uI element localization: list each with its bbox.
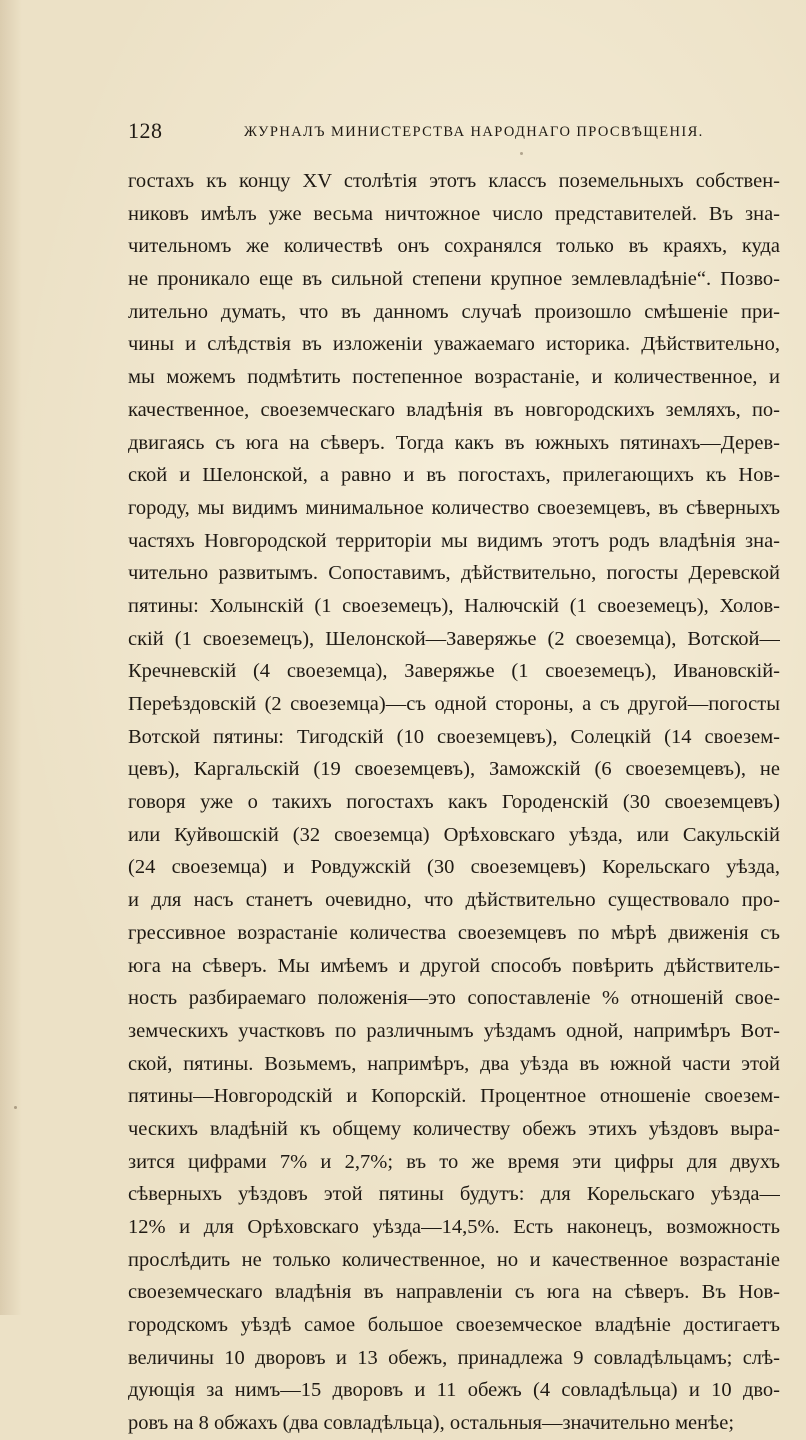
text-line: говоря уже о такихъ погостахъ какъ Городенскій (30 своеземцевъ) — [128, 791, 780, 814]
text-line: 12% и для Орѣховскаго уѣзда—14,5%. Есть наконецъ, возможность — [128, 1216, 780, 1238]
text-line: цевъ), Каргальскій (19 своеземцевъ), Заможскій (6 своеземцевъ), не — [128, 758, 780, 781]
text-line: гостахъ къ концу XV столѣтія этотъ классъ поземельныхъ собствен- — [128, 170, 780, 192]
text-line: величины 10 дворовъ и 13 обежъ, принадлежа 9 совладѣльцамъ; слѣ- — [128, 1346, 780, 1369]
text-line: никовъ имѣлъ уже весьма ничтожное число представителей. Въ зна- — [128, 202, 780, 225]
text-line: или Куйвошскій (32 своеземца) Орѣховскаго уѣзда, или Сакульскій — [128, 823, 780, 846]
text-line: ровъ на 8 обжахъ (два совладѣльца), остальныя—значительно менѣе; — [128, 1412, 735, 1435]
text-line: качественное, своеземческаго владѣнія въ новгородскихъ земляхъ, по- — [128, 398, 780, 421]
page-number: 128 — [128, 118, 163, 143]
text-line: и для насъ станетъ очевидно, что дѣйствительно существовало про- — [128, 889, 780, 912]
body-text — [128, 165, 780, 1440]
text-line: Переѣздовскій (2 своеземца)—съ одной стороны, а съ другой—погосты — [128, 693, 780, 715]
text-line: пятины: Холынскій (1 своеземецъ), Налючскій (1 своеземецъ), Холов- — [128, 594, 780, 617]
paper-speck — [520, 152, 523, 155]
paper-speck — [14, 1106, 17, 1109]
text-line: юга на сѣверъ. Мы имѣемъ и другой способъ повѣрить дѣйствитель- — [128, 954, 780, 977]
text-line: своеземческаго владѣнія въ направленіи съ юга на сѣверъ. Въ Нов- — [128, 1281, 780, 1304]
text-line: лительно думать, что въ данномъ случаѣ произошло смѣшеніе при- — [128, 300, 780, 323]
text-line: прослѣдить не только количественное, но и качественное возрастаніе — [128, 1248, 780, 1271]
text-line: земческихъ участковъ по различнымъ уѣздамъ одной, напримѣръ Вот- — [128, 1019, 780, 1042]
text-line: мы можемъ подмѣтить постепенное возрастаніе, и количественное, и — [128, 366, 780, 389]
paper-speck — [694, 1258, 697, 1261]
text-line: ской, пятины. Возьмемъ, напримѣръ, два уѣзда въ южной части этой — [128, 1052, 780, 1075]
text-line: дующія за нимъ—15 дворовъ и 11 обежъ (4 совладѣльца) и 10 дво- — [128, 1379, 780, 1402]
text-line: зится цифрами 7% и 2,7%; въ то же время эти цифры для двухъ — [128, 1150, 780, 1173]
text-line: чительно развитымъ. Сопоставимъ, дѣйствительно, погосты Деревской — [128, 562, 780, 585]
text-line: двигаясь съ юга на сѣверъ. Тогда какъ въ южныхъ пятинахъ—Дерев- — [128, 431, 780, 454]
text-line: чительномъ же количествѣ онъ сохранялся только въ краяхъ, куда — [128, 235, 780, 258]
text-line: грессивное возрастаніе количества своеземцевъ по мѣрѣ движенія съ — [128, 921, 780, 944]
text-line: (24 своеземца) и Ровдужскій (30 своеземцевъ) Корельскаго уѣзда, — [128, 856, 780, 879]
text-line: ность разбираемаго положенія—это сопоставленіе % отношеній свое- — [128, 987, 780, 1010]
text-line: не проникало еще въ сильной степени крупное землевладѣніе“. Позво- — [128, 268, 780, 291]
text-line: ческихъ владѣній къ общему количеству обежъ этихъ уѣздовъ выра- — [128, 1117, 780, 1140]
text-line: Кречневскій (4 своеземца), Заверяжье (1 своеземецъ), Ивановскій- — [128, 660, 780, 683]
page-header — [128, 118, 780, 148]
text-line: скій (1 своеземецъ), Шелонской—Заверяжье (2 своеземца), Вотской— — [128, 627, 780, 650]
text-line: частяхъ Новгородской территоріи мы видимъ этотъ родъ владѣнія зна- — [128, 529, 780, 552]
text-line: чины и слѣдствія въ изложеніи уважаемаго историка. Дѣйствительно, — [128, 333, 780, 356]
text-line: ской и Шелонской, а равно и въ погостахъ, прилегающихъ къ Нов- — [128, 464, 780, 487]
text-line: пятины—Новгородскій и Копорскій. Процентное отношеніе своезем- — [128, 1085, 780, 1108]
text-line: сѣверныхъ уѣздовъ этой пятины будутъ: для Корельскаго уѣзда— — [128, 1183, 780, 1206]
text-line: городскомъ уѣздѣ самое большое своеземческое владѣніе достигаетъ — [128, 1314, 780, 1337]
text-line: городу, мы видимъ минимальное количество своеземцевъ, въ сѣверныхъ — [128, 496, 780, 519]
running-head: ЖУРНАЛЪ МИНИСТЕРСТВА НАРОДНАГО ПРОСВѢЩЕНІЯ. — [244, 124, 704, 140]
text-line: Вотской пятины: Тигодскій (10 своеземцевъ), Солецкій (14 своезем- — [128, 725, 780, 748]
